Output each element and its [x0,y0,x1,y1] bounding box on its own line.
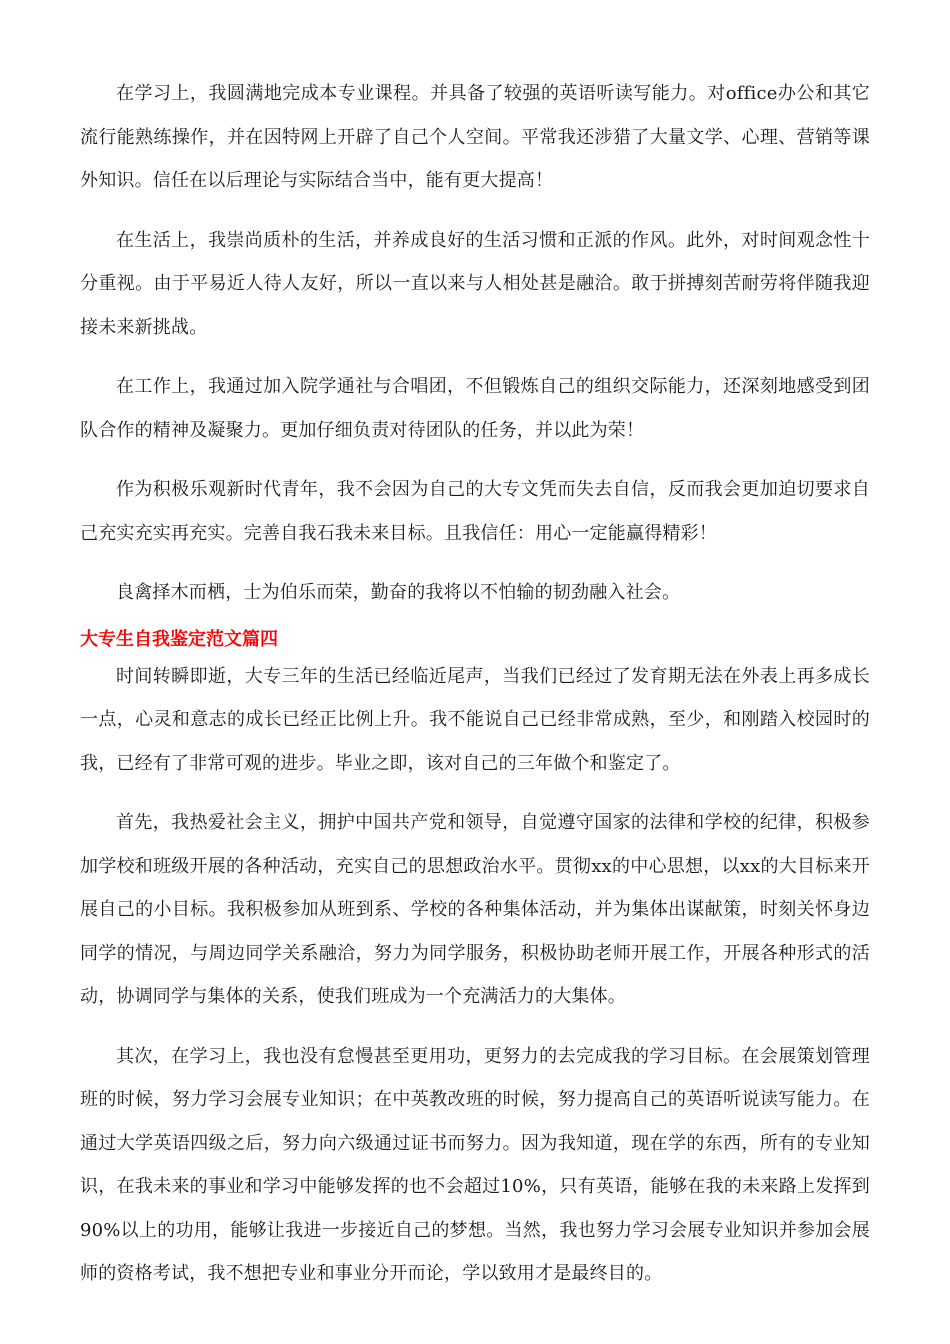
document-page [80,72,870,1312]
paragraph-second: 其次，在学习上，我也没有怠慢甚至更用功，更努力的去完成我的学习目标。在会展策划管理班的时候，努力学习会展专业知识；在中英教改班的时候，努力提高自己的英语听说读写能力。在通过大学英语四级之后，努力向六级通过证书而努力。因为我知道，现在学的东西，所有的专业知识，在我未来的事业和学习中能够发挥的也不会超过10%，只有英语，能够在我的未来路上发挥到90%以上的功用，能够让我进一步接近自己的梦想。当然，我也努力学习会展专业知识并参加会展师的资格考试，我不想把专业和事业分开而论，学以致用才是最终目的。 [80,1045,870,1284]
paragraph-confidence: 作为积极乐观新时代青年，我不会因为自己的大专文凭而失去自信，反而我会更加迫切要求自己充实充实再充实。完善自我石我未来目标。且我信任：用心一定能赢得精彩！ [80,479,870,544]
paragraph-intro: 时间转瞬即逝，大专三年的生活已经临近尾声，当我们已经过了发育期无法在外表上再多成长一点，心灵和意志的成长已经正比例上升。我不能说自己已经非常成熟，至少，和刚踏入校园时的我，已经有了非常可观的进步。毕业之即，该对自己的三年做个和鉴定了。 [80,665,870,774]
paragraph-study: 在学习上，我圆满地完成本专业课程。并具备了较强的英语听读写能力。对office办公和其它流行能熟练操作，并在因特网上开辟了自己个人空间。平常我还涉猎了大量文学、心理、营销等课外知识。信任在以后理论与实际结合当中，能有更大提高！ [80,83,870,191]
paragraph-closing: 良禽择木而栖，士为伯乐而荣，勤奋的我将以不怕输的韧劲融入社会。 [116,582,681,603]
paragraph-work: 在工作上，我通过加入院学通社与合唱团，不但锻炼自己的组织交际能力，还深刻地感受到团队合作的精神及凝聚力。更加仔细负责对待团队的任务，并以此为荣！ [80,376,870,441]
section-heading: 大专生自我鉴定范文篇四 [80,628,278,650]
paragraph-first: 首先，我热爱社会主义，拥护中国共产党和领导，自觉遵守国家的法律和学校的纪律，积极参加学校和班级开展的各种活动，充实自己的思想政治水平。贯彻xx的中心思想，以xx的大目标来开展自己的小目标。我积极参加从班到系、学校的各种集体活动，并为集体出谋献策，时刻关怀身边同学的情况，与周边同学关系融洽，努力为同学服务，积极协助老师开展工作，开展各种形式的活动，协调同学与集体的关系，使我们班成为一个充满活力的大集体。 [80,812,870,1007]
paragraph-life: 在生活上，我崇尚质朴的生活，并养成良好的生活习惯和正派的作风。此外，对时间观念性十分重视。由于平易近人待人友好，所以一直以来与人相处甚是融洽。敢于拼搏刻苦耐劳将伴随我迎接未来新挑战。 [80,229,870,338]
